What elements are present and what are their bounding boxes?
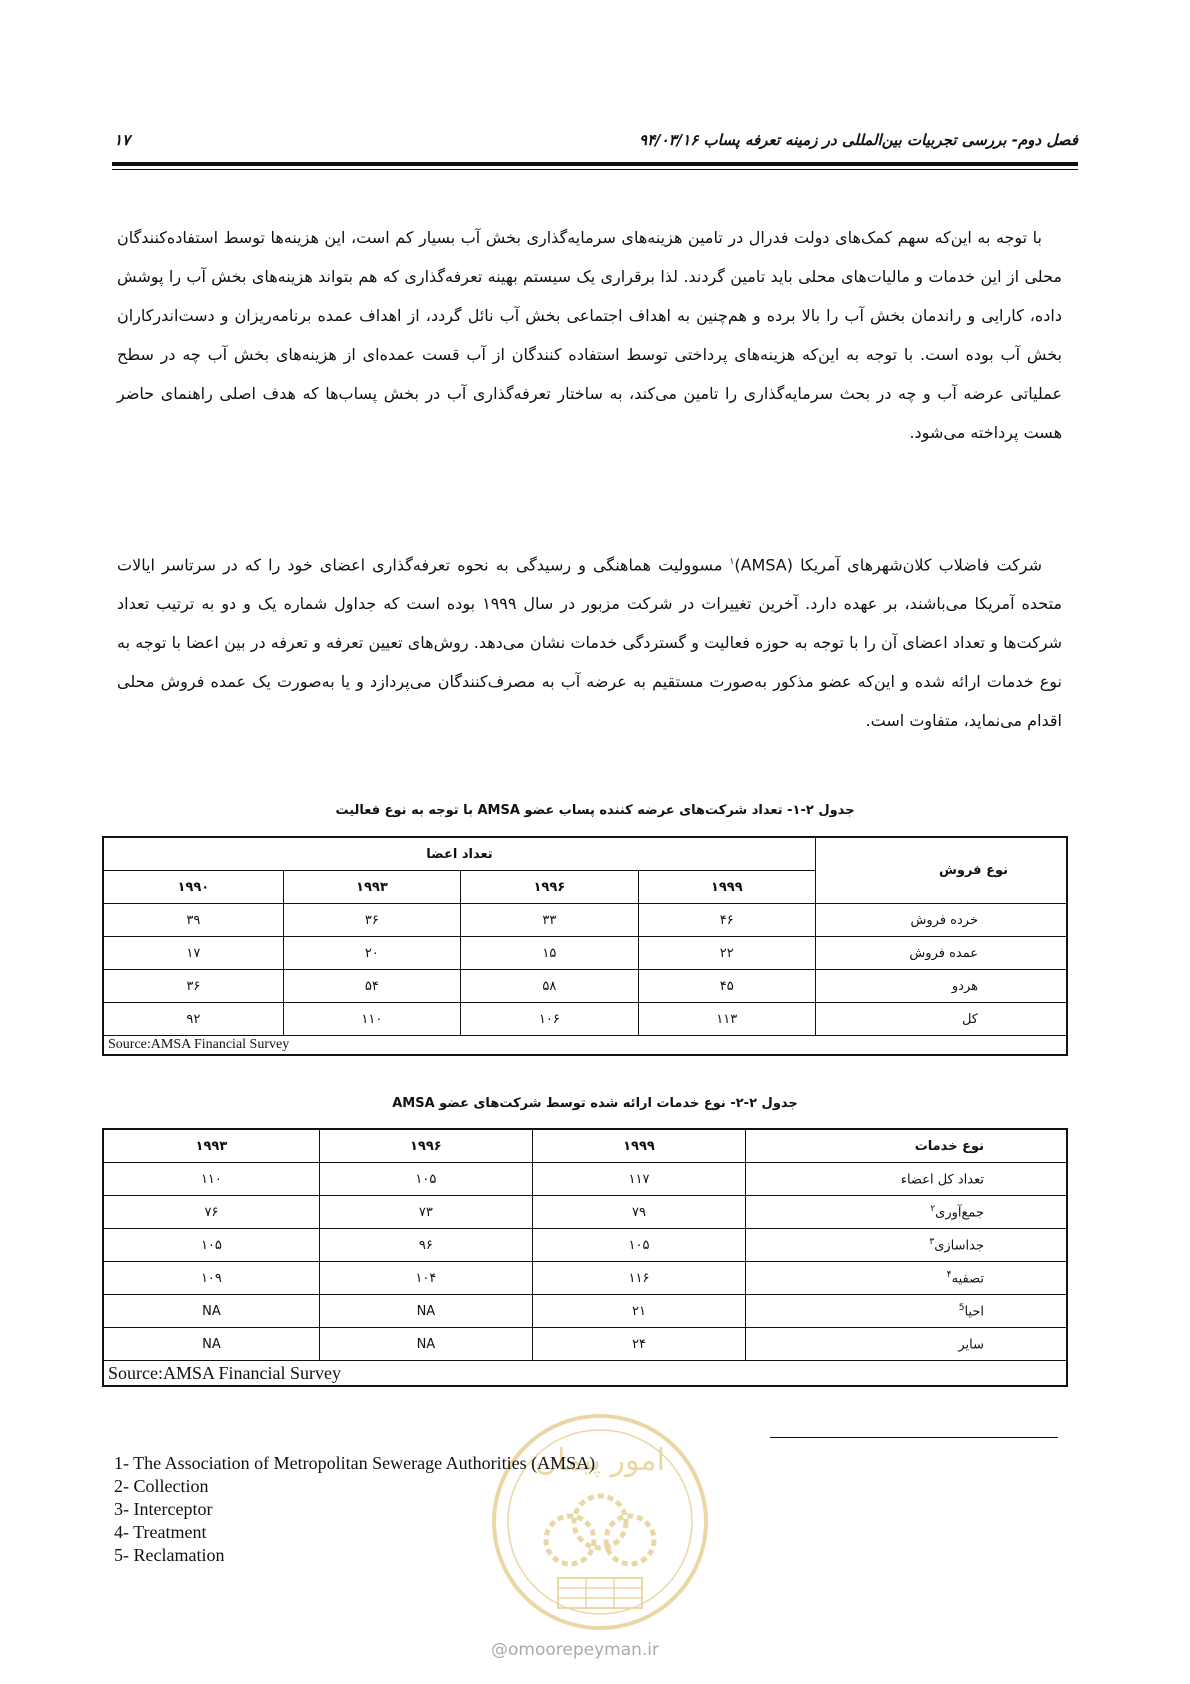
cell: ۵۸ [461,970,638,1003]
table1-row-header: نوع فروش [816,837,1068,904]
footnotes [114,1452,595,1567]
paragraph-rest: مسوولیت هماهنگی و رسیدگی به نحوه تعرفه‌گذاری اعضای خود را که در سرتاسر ایالات متحده آمریکا می‌باشند، بر عهده دارد. آخرین تغییرات در شرکت مزبور در سال ۱۹۹۹ بوده است که جداول شماره یک و دو به ترتیب تعداد شرکت‌ها و تعداد اعضای آن را با توجه به حوزه فعالیت و گستردگی خدمات نشان می‌دهد. روش‌های تعیین تعرفه و تعرفه در بین اعضا با توجه به نوع خدمات ارائه شده و این‌که عضو مذکور به‌صورت مستقیم به عرضه آب به مصرف‌کنندگان می‌پردازد و یا به‌صورت یک عمده فروش محلی اقدام می‌نماید، متفاوت است. [117,555,1062,731]
watermark [491,1640,659,1660]
cell: NA [103,1328,319,1361]
cell: ۲۲ [638,937,815,970]
table1-year-header: ۱۹۹۶ [461,871,638,904]
row-label [746,1328,1068,1361]
cell: ۲۴ [532,1328,745,1361]
cell: NA [103,1295,319,1328]
cell: ۱۰۵ [319,1163,532,1196]
table-row [103,1196,1067,1229]
table-row [103,937,1067,970]
cell: ۹۲ [103,1003,283,1036]
cell: ۱۱۰ [283,1003,460,1036]
footnote-ref[interactable]: 5 [958,1302,965,1313]
body-paragraph-1 [117,218,1062,452]
row-label: خرده فروش [816,904,1068,937]
cell: ۵۴ [283,970,460,1003]
row-label-text: احیا [964,1304,984,1320]
table-row [103,1328,1067,1361]
header-rule-thin [112,169,1078,170]
cell: ۱۰۵ [103,1229,319,1262]
table-row [103,1262,1067,1295]
body-paragraph-2 [117,543,1062,740]
cell: ۱۱۷ [532,1163,745,1196]
table1 [102,836,1068,1056]
cell: ۲۱ [532,1295,745,1328]
footnote-4: 4- Treatment [114,1522,207,1542]
cell: ۱۰۵ [532,1229,745,1262]
table2-caption: جدول ۲-۲- نوع خدمات ارائه شده توسط شرکت‌های عضو AMSA [392,1096,798,1111]
row-label-text: جداسازی [934,1238,984,1254]
cell: ۱۱۳ [638,1003,815,1036]
row-label-text: جمع‌آوری [935,1205,984,1221]
table1-year-header: ۱۹۹۰ [103,871,283,904]
table2-row-header: نوع خدمات [746,1129,1068,1163]
cell: ۳۶ [103,970,283,1003]
footnote-5: 5- Reclamation [114,1545,225,1565]
page-header [112,131,1078,153]
cell: ۱۰۶ [461,1003,638,1036]
chapter-title: فصل دوم- بررسی تجربیات بین‌المللی در زمینه تعرفه پساب ۹۴/۰۳/۱۶ [639,131,1078,149]
table2-year-header: ۱۹۹۶ [319,1129,532,1163]
table-row [103,970,1067,1003]
footnote-ref-1[interactable]: ۱ [729,557,735,567]
row-label [746,1196,1068,1229]
cell: ۴۵ [638,970,815,1003]
cell: ۱۰۴ [319,1262,532,1295]
row-label-text: سایر [958,1337,984,1353]
row-label-text: تعداد کل اعضاء [900,1172,984,1188]
table1-caption: جدول ۲-۱- تعداد شرکت‌های عرضه کننده پساب عضو AMSA با توجه به نوع فعالیت [335,803,855,818]
row-label [746,1295,1068,1328]
footnote-ref[interactable]: ۲ [930,1203,936,1214]
table-row [103,1003,1067,1036]
paragraph-text: با توجه به این‌که سهم کمک‌های دولت فدرال در تامین هزینه‌های سرمایه‌گذاری بخش آب بسیار کم است، این هزینه‌ها توسط استفاده‌کنندگان محلی از این خدمات و مالیات‌های محلی باید تامین گردند. لذا برقراری یک سیستم بهینه تعرفه‌گذاری که هم بتواند هزینه‌های بخش آب را پوشش داده، کارایی و راندمان بخش آب را بالا برده و هم‌چنین به اهداف اجتماعی بخش آب نائل گردد، از اهداف عمده برنامه‌ریزان و دست‌اندرکاران بخش آب بوده است. با توجه به این‌که هزینه‌های پرداختی توسط استفاده کنندگان از آب قست عمده‌ای از هزینه‌های بخش آب چه در سطح عملیاتی عرضه آب و چه در بحث سرمایه‌گذاری را تامین می‌کند، به ساختار تعرفه‌گذاری آب در بخش پساب‌ها که هدف اصلی راهنمای حاضر هست پرداخته می‌شود. [117,228,1062,442]
watermark-text: omoorepeyman.ir [508,1640,660,1660]
table-row [103,1229,1067,1262]
footnote-3: 3- Interceptor [114,1499,213,1519]
cell: ۹۶ [319,1229,532,1262]
cell: ۱۱۰ [103,1163,319,1196]
table2-year-header: ۱۹۹۳ [103,1129,319,1163]
row-label [746,1163,1068,1196]
row-label [746,1229,1068,1262]
cell: ۷۹ [532,1196,745,1229]
row-label: هردو [816,970,1068,1003]
cell: ۷۳ [319,1196,532,1229]
footnote-1: 1- The Association of Metropolitan Sewerage Authorities (AMSA) [114,1453,596,1473]
table-row [103,1163,1067,1196]
cell: ۱۱۶ [532,1262,745,1295]
cell: ۳۹ [103,904,283,937]
table2-year-header: ۱۹۹۹ [532,1129,745,1163]
row-label [746,1262,1068,1295]
cell: NA [319,1328,532,1361]
cell: ۱۰۹ [103,1262,319,1295]
cell: ۱۵ [461,937,638,970]
row-label: عمده فروش [816,937,1068,970]
watermark-at-icon: @ [491,1640,508,1660]
page-number: ۱۷ [114,131,131,149]
table-row [103,904,1067,937]
table1-year-header: ۱۹۹۹ [638,871,815,904]
seal-text: امور پیمان [535,1443,665,1478]
table2 [102,1128,1068,1387]
cell: ۷۶ [103,1196,319,1229]
paragraph-text [117,543,1062,740]
table2-source: Source:AMSA Financial Survey [103,1361,1067,1387]
table-row [103,1295,1067,1328]
table1-group-header: تعداد اعضا [103,837,816,871]
footnote-ref[interactable]: ۳ [929,1236,935,1247]
table1-source: Source:AMSA Financial Survey [103,1036,1067,1056]
paragraph-lead: شرکت فاضلاب کلان‌شهرهای آمریکا (AMSA) [734,555,1043,575]
cell: ۴۶ [638,904,815,937]
table1-year-header: ۱۹۹۳ [283,871,460,904]
cell: ۱۷ [103,937,283,970]
footnote-ref[interactable]: ۴ [946,1269,952,1280]
row-label-text: تصفیه [951,1271,984,1287]
cell: ۳۳ [461,904,638,937]
footnote-2: 2- Collection [114,1476,209,1496]
row-label: کل [816,1003,1068,1036]
cell: NA [319,1295,532,1328]
footnote-separator [770,1437,1058,1438]
cell: ۲۰ [283,937,460,970]
cell: ۳۶ [283,904,460,937]
header-rule-thick [112,162,1078,166]
